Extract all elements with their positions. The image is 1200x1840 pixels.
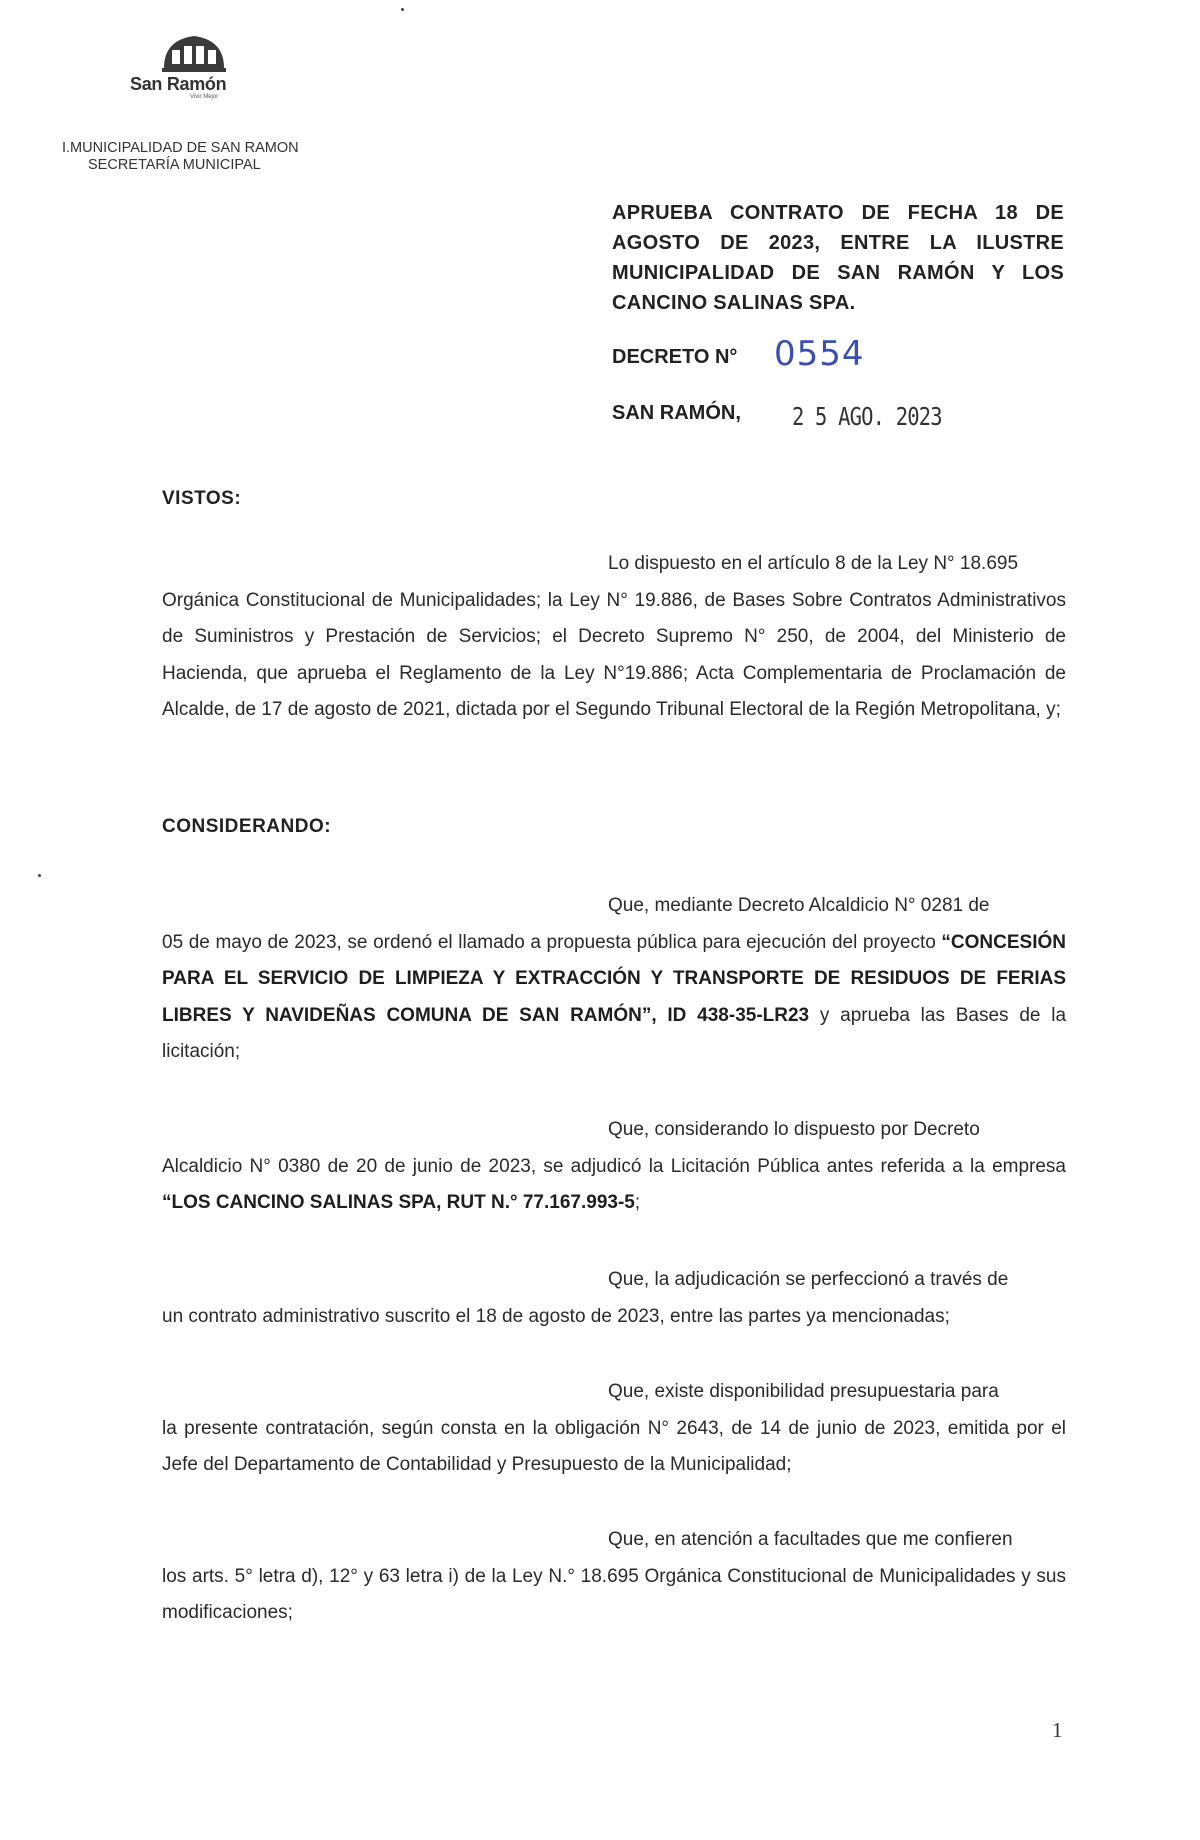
page-number: 1 [1052,1718,1063,1742]
org-name: I.MUNICIPALIDAD DE SAN RAMON [62,140,299,156]
vistos-heading: VISTOS: [162,488,242,509]
org-department: SECRETARÍA MUNICIPAL [88,157,261,173]
paragraph-lead: Que, en atención a facultades que me confieren [608,1529,1013,1550]
paragraph-lead: Que, mediante Decreto Alcaldicio N° 0281 de [608,895,990,916]
considerando-paragraph-1 [162,888,1066,1071]
paragraph-tail: y aprueba las Bases de la licitación; [162,1004,1067,1063]
decree-label: DECRETO N° [612,346,738,368]
logo-name: San Ramón [130,74,227,94]
paragraph-body: un contrato administrativo suscrito el 18 de agosto de 2023, entre las partes ya mencionadas; [162,1305,950,1327]
place-label: SAN RAMÓN, [612,402,741,424]
company-name: “LOS CANCINO SALINAS SPA, RUT N.° 77.167.993-5 [162,1192,635,1214]
paragraph-body: los arts. 5° letra d), 12° y 63 letra i) de la Ley N.° 18.695 Orgánica Constitucional de Municipalidades y sus modificaciones; [162,1565,1066,1624]
paragraph-body: 05 de mayo de 2023, se ordenó el llamado a propuesta pública para ejecución del proyecto [162,931,936,953]
scan-speck [38,874,41,877]
scan-speck [401,8,404,11]
document-title: APRUEBA CONTRATO DE FECHA 18 DE AGOSTO DE 2023, ENTRE LA ILUSTRE MUNICIPALIDAD DE SAN RAMÓN Y LOS CANCINO SALINAS SPA. [612,202,1064,314]
considerando-paragraph-2 [162,1112,1066,1222]
paragraph-body: la presente contratación, según consta en la obligación N° 2643, de 14 de junio de 2023, emitida por el Jefe del Departamento de Contabilidad y Presupuesto de la Municipalidad; [162,1417,1066,1476]
organization-header [62,140,299,174]
vistos-paragraph [162,546,1066,729]
date-stamp: 2 5 AGO. 2023 [792,402,942,431]
considerando-paragraph-3 [162,1262,1066,1335]
considerando-heading: CONSIDERANDO: [162,816,332,837]
considerando-paragraph-5 [162,1522,1066,1632]
project-name: “CONCESIÓN PARA EL SERVICIO DE LIMPIEZA Y EXTRACCIÓN Y TRANSPORTE DE RESIDUOS DE FERIAS LIBRES Y NAVIDEÑAS COMUNA DE SAN RAMÓN”, ID 438-35-LR23 [162,931,1066,1026]
logo-tagline: Vivir Mejor [190,94,219,100]
paragraph-lead: Lo dispuesto en el artículo 8 de la Ley N° 18.695 [608,553,1019,574]
considerando-paragraph-4 [162,1374,1066,1484]
paragraph-body: Orgánica Constitucional de Municipalidades; la Ley N° 19.886, de Bases Sobre Contratos Administrativos de Suministros y Prestación de Servicios; el Decreto Supremo N° 250, de 2004, del Ministerio de Hacienda, que aprueba el Reglamento de la Ley N°19.886; Acta Complementaria de Proclamación de Alcalde, de 17 de agosto de 2021, dictada por el Segundo Tribunal Electoral de la Región Metropolitana, y; [162,589,1066,721]
paragraph-body: Alcaldicio N° 0380 de 20 de junio de 2023, se adjudicó la Licitación Pública antes referida a la empresa [162,1155,1066,1177]
paragraph-lead: Que, existe disponibilidad presupuestaria para [608,1381,999,1402]
decree-number-handwritten: 0554 [774,334,865,374]
paragraph-tail: ; [634,1192,641,1214]
paragraph-lead: Que, la adjudicación se perfeccionó a través de [608,1269,1009,1290]
paragraph-lead: Que, considerando lo dispuesto por Decreto [608,1119,980,1140]
municipality-logo [158,30,230,74]
